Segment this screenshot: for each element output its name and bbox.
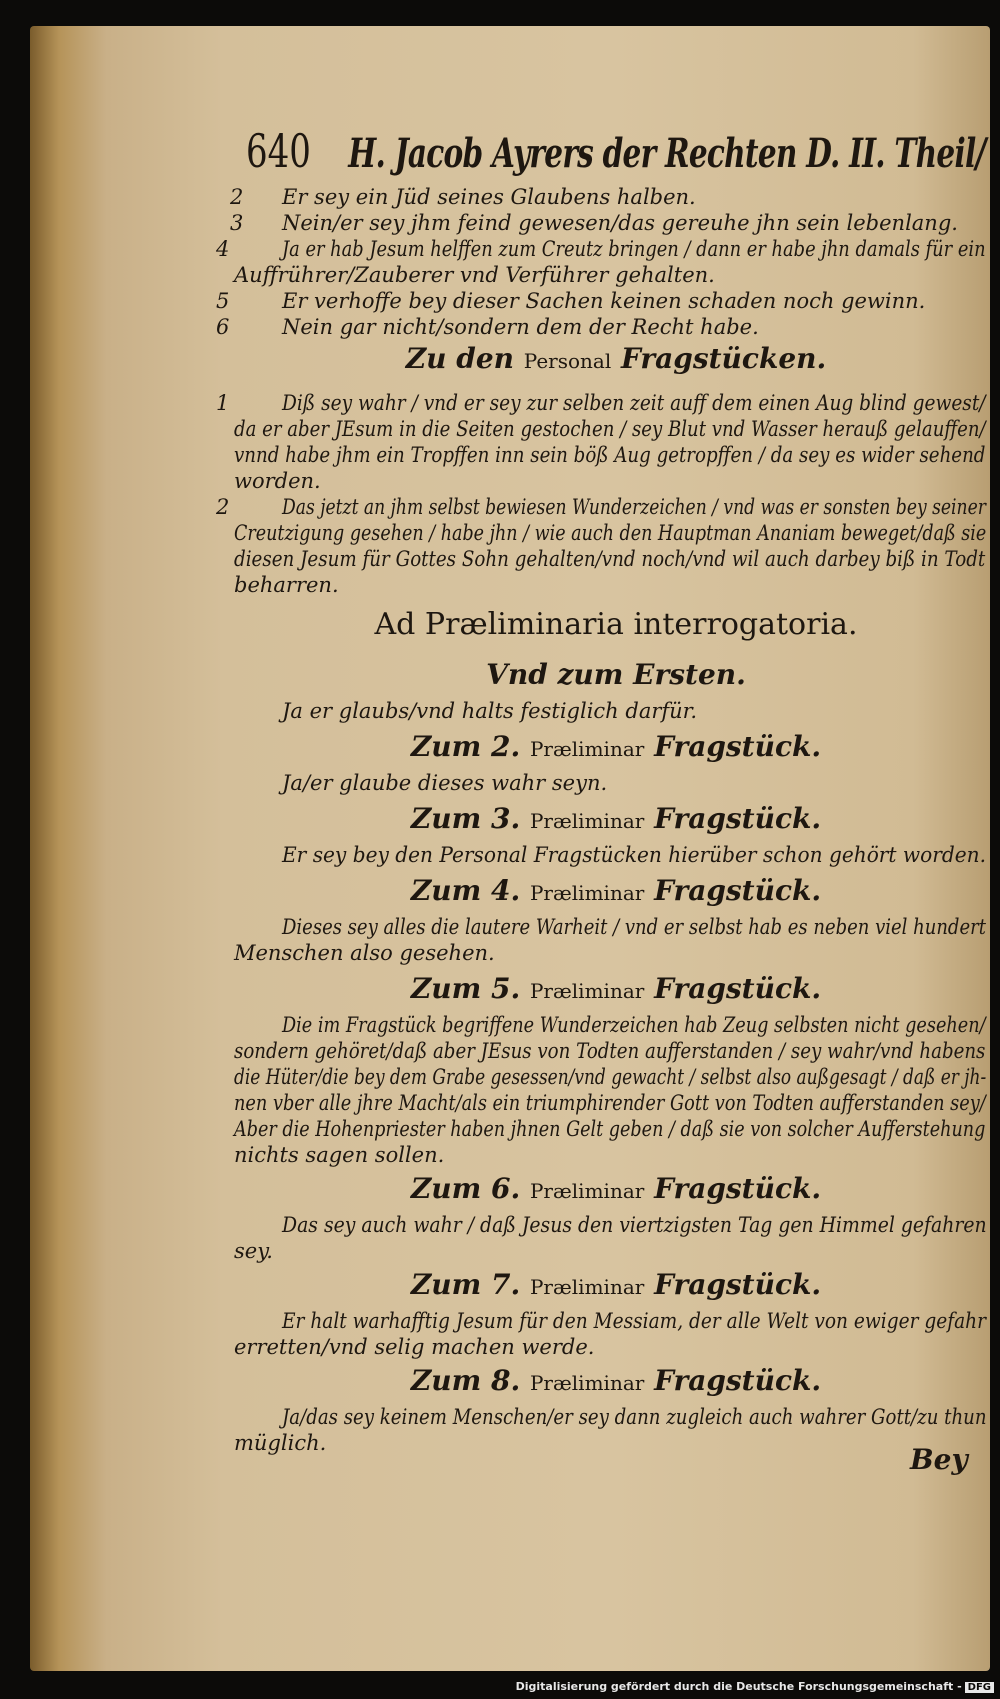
heading-part: Zum 5. xyxy=(410,972,521,1005)
running-title: H. Jacob Ayrers der Rechten D. II. Theil/ xyxy=(348,130,986,177)
text-line: Er sey ein Jüd seines Glaubens halben. xyxy=(282,185,696,209)
line-number: 5 xyxy=(216,289,230,313)
text-line: Ja/das sey keinem Menschen/er sey dann zugleich auch wahrer Gott/zu thun xyxy=(282,1405,987,1429)
heading-part: Fragstück. xyxy=(654,730,822,763)
prelim-heading xyxy=(246,1172,986,1208)
text-line: Diß sey wahr / vnd er sey zur selben zeit auff dem einen Aug blind gewest/ xyxy=(282,391,986,415)
footer-credit xyxy=(516,1680,994,1693)
text-line: Ja er hab Jesum helffen zum Creutz bringen / dann er habe jhn damals für ein xyxy=(282,237,986,261)
text-line: nen vber alle jhre Macht/als ein triumphirender Gott von Todten aufferstanden sey/ xyxy=(234,1091,986,1115)
text-line: Dieses sey alles die lautere Warheit / vnd er selbst hab es neben viel hundert xyxy=(282,915,986,939)
heading-part: Præliminar xyxy=(529,979,645,1003)
heading-part: Fragstücken. xyxy=(620,342,827,375)
footer-text: Digitalisierung gefördert durch die Deutsche Forschungsgemeinschaft - xyxy=(515,1680,962,1693)
text-line: sey. xyxy=(234,1239,273,1263)
dfg-logo-icon: DFG xyxy=(965,1682,994,1693)
prelim-heading xyxy=(246,1268,986,1304)
heading-part: Zum 7. xyxy=(410,1268,521,1301)
heading-part: Zum 6. xyxy=(410,1172,521,1205)
line-number: 4 xyxy=(216,237,230,261)
text-line: Nein gar nicht/sondern dem der Recht habe. xyxy=(282,315,759,339)
line-number: 2 xyxy=(230,185,244,209)
heading-part: Præliminar xyxy=(529,1371,645,1395)
heading-part: Præliminar xyxy=(529,881,645,905)
line-number: 6 xyxy=(216,315,230,339)
text-line: Menschen also gesehen. xyxy=(234,941,495,965)
text-line: da er aber JEsum in die Seiten gestochen / sey Blut vnd Wasser herauß gelauffen/ xyxy=(234,417,986,441)
text-line: worden. xyxy=(234,469,321,493)
text-line: diesen Jesum für Gottes Sohn gehalten/vnd noch/vnd wil auch darbey biß in Todt xyxy=(234,547,986,571)
text-line: sondern gehöret/daß aber JEsus von Todten aufferstanden / sey wahr/vnd habens xyxy=(234,1039,986,1063)
heading-part: Præliminar xyxy=(529,809,645,833)
text-line: die Hüter/die bey dem Grabe gesessen/vnd gewacht / selbst also außgesagt / daß er jh- xyxy=(234,1065,987,1089)
prelim-heading xyxy=(246,802,986,838)
heading-part: Præliminar xyxy=(529,1179,645,1203)
heading-preliminaria: Ad Præliminaria interrogatoria. xyxy=(374,607,858,642)
heading-part: Fragstück. xyxy=(654,1268,822,1301)
heading-part: Fragstück. xyxy=(654,874,822,907)
text-line: Er sey bey den Personal Fragstücken hierüber schon gehört worden. xyxy=(282,843,986,867)
prelim-heading xyxy=(246,874,986,910)
heading-part: Fragstück. xyxy=(654,1172,822,1205)
heading-part: Personal xyxy=(523,349,612,373)
text-line: vnnd habe jhm ein Tropffen inn sein böß Aug getropffen / da sey es wider sehend xyxy=(234,443,986,467)
text-line: erretten/vnd selig machen werde. xyxy=(234,1335,595,1359)
book-page xyxy=(30,26,990,1671)
heading-part: Zum 3. xyxy=(410,802,521,835)
line-number: 1 xyxy=(216,391,230,415)
text-line: Nein/er sey jhm feind gewesen/das gereuhe jhn sein lebenlang. xyxy=(282,211,958,235)
heading-part: Præliminar xyxy=(529,737,645,761)
prelim-heading xyxy=(246,730,986,766)
page-number: 640 xyxy=(246,124,311,178)
text-line: Auffrührer/Zauberer vnd Verführer gehalten. xyxy=(234,263,715,287)
text-line: Creutzigung gesehen / habe jhn / wie auch den Hauptman Ananiam beweget/daß sie xyxy=(234,521,987,545)
text-line: Die im Fragstück begriffene Wunderzeichen hab Zeug selbsten nicht gesehen/ xyxy=(282,1013,986,1037)
prelim-heading xyxy=(246,1364,986,1400)
heading-part: Fragstück. xyxy=(654,802,822,835)
line-number: 2 xyxy=(216,495,230,519)
heading-part: Fragstück. xyxy=(654,1364,822,1397)
heading-first: Vnd zum Ersten. xyxy=(486,658,746,691)
heading-personal xyxy=(246,342,986,378)
heading-part: Zum 8. xyxy=(410,1364,521,1397)
text-line: müglich. xyxy=(234,1431,327,1455)
heading-part: Zu den xyxy=(405,342,515,375)
line-number: 3 xyxy=(230,211,244,235)
heading-part: Zum 2. xyxy=(410,730,521,763)
text-line: Das sey auch wahr / daß Jesus den viertzigsten Tag gen Himmel gefahren xyxy=(282,1213,987,1237)
text-line: Das jetzt an jhm selbst bewiesen Wunderzeichen / vnd was er sonsten bey seiner xyxy=(282,495,986,519)
text-line: Ja er glaubs/vnd halts festiglich darfür. xyxy=(282,699,698,723)
page-content xyxy=(30,26,990,1671)
text-line: beharren. xyxy=(234,573,339,597)
text-line: nichts sagen sollen. xyxy=(234,1143,445,1167)
text-line: Er halt warhafftig Jesum für den Messiam, der alle Welt von ewiger gefahr xyxy=(282,1309,986,1333)
text-line: Er verhoffe bey dieser Sachen keinen schaden noch gewinn. xyxy=(282,289,926,313)
page-header xyxy=(246,118,986,184)
heading-part: Præliminar xyxy=(529,1275,645,1299)
text-line: Ja/er glaube dieses wahr seyn. xyxy=(282,771,608,795)
catchword: Bey xyxy=(910,1443,968,1476)
text-line: Aber die Hohenpriester haben jhnen Gelt geben / daß sie von solcher Aufferstehung xyxy=(234,1117,986,1141)
heading-part: Zum 4. xyxy=(410,874,521,907)
prelim-heading xyxy=(246,972,986,1008)
heading-part: Fragstück. xyxy=(654,972,822,1005)
